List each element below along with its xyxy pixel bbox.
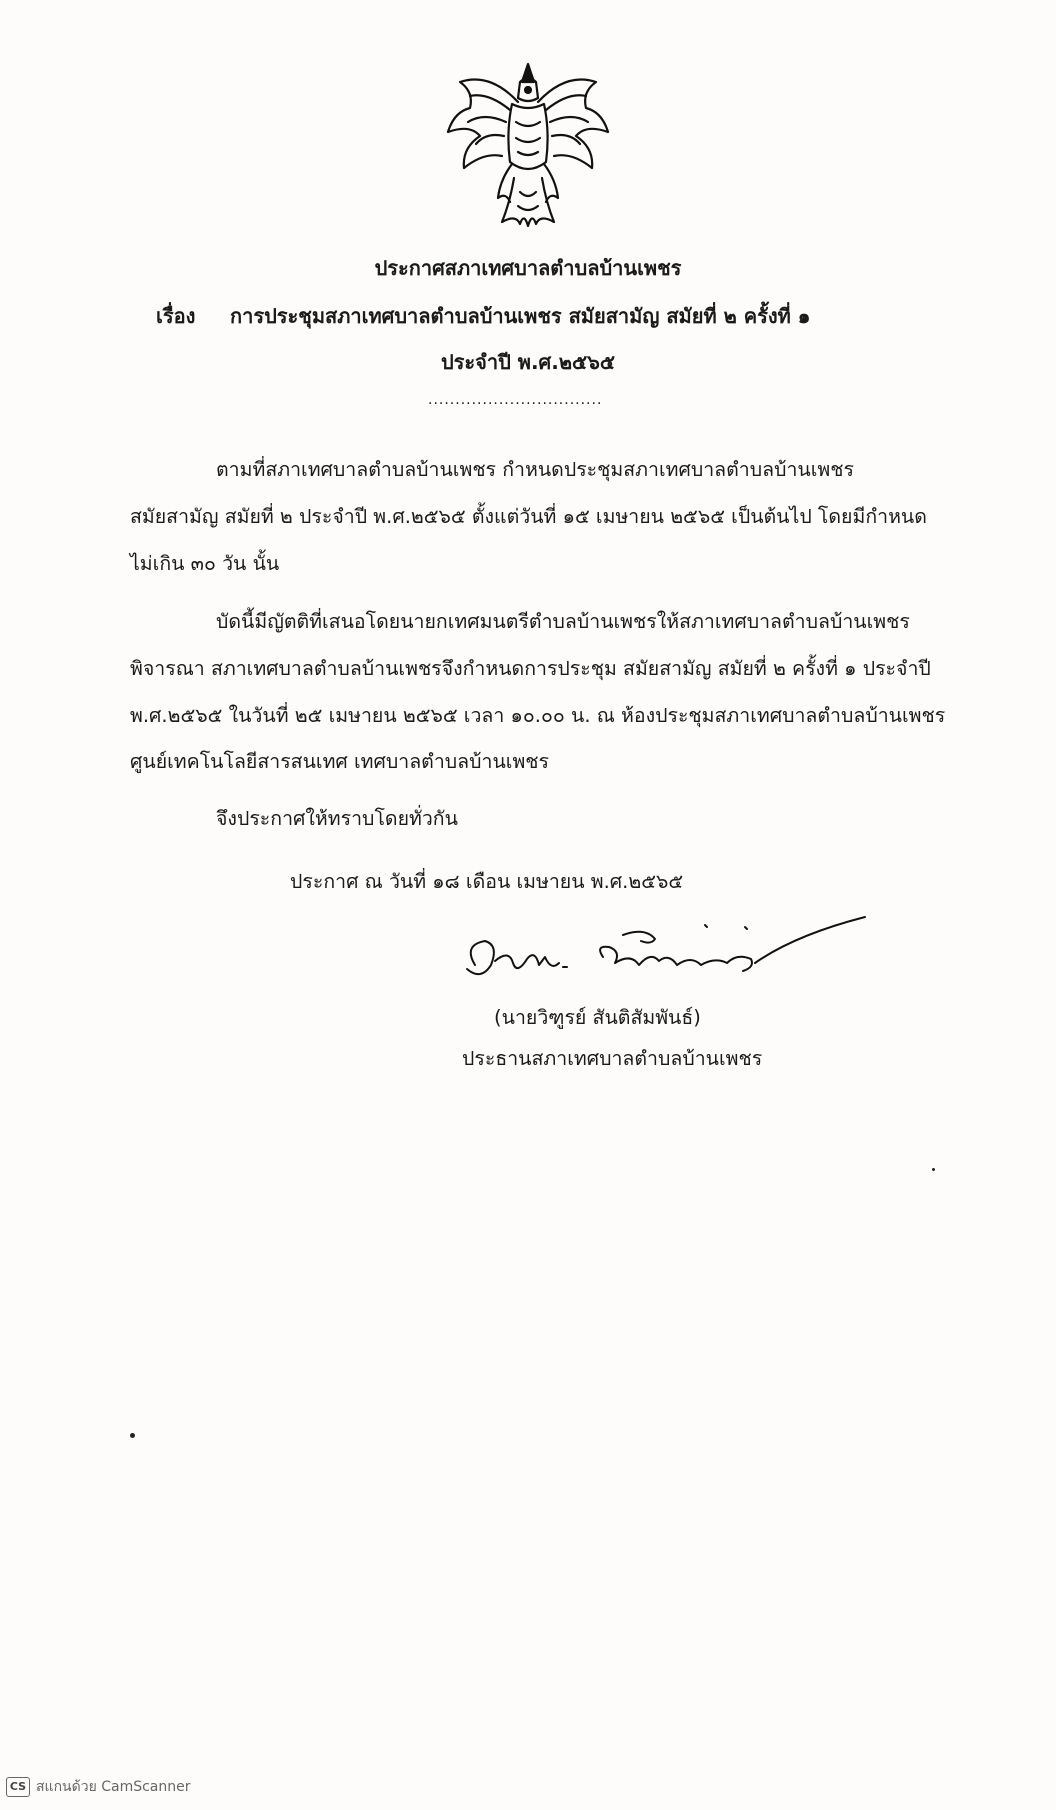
paragraph-2-line-2: พิจารณา สภาเทศบาลตำบลบ้านเพชรจึงกำหนดการประชุม สมัยสามัญ สมัยที่ ๒ ครั้งที่ ๑ ประจำปี	[130, 657, 931, 680]
title-separator: ................................	[428, 392, 603, 408]
announcement-line: จึงประกาศให้ทราบโดยทั่วกัน	[216, 807, 458, 830]
scanner-watermark-text: สแกนด้วย CamScanner	[36, 1779, 191, 1795]
scan-speck	[932, 1168, 935, 1171]
paragraph-1-line-3: ไม่เกิน ๓๐ วัน นั้น	[130, 552, 280, 575]
paragraph-1-line-1: ตามที่สภาเทศบาลตำบลบ้านเพชร กำหนดประชุมสภาเทศบาลตำบลบ้านเพชร	[216, 458, 854, 481]
paragraph-2-line-4: ศูนย์เทคโนโลยีสารสนเทศ เทศบาลตำบลบ้านเพชร	[130, 750, 550, 773]
scan-speck	[130, 1433, 135, 1438]
document-title: ประกาศสภาเทศบาลตำบลบ้านเพชร	[374, 256, 682, 280]
paragraph-2-line-1: บัดนี้มีญัตติที่เสนอโดยนายกเทศมนตรีตำบลบ้านเพชรให้สภาเทศบาลตำบลบ้านเพชร	[216, 610, 910, 633]
signatory-position: ประธานสภาเทศบาลตำบลบ้านเพชร	[462, 1047, 763, 1070]
subject-label: เรื่อง	[156, 304, 196, 328]
subject-year: ประจำปี พ.ศ.๒๕๖๕	[440, 350, 615, 374]
paragraph-2-line-3: พ.ศ.๒๕๖๕ ในวันที่ ๒๕ เมษายน ๒๕๖๕ เวลา ๑๐.๐๐ น. ณ ห้องประชุมสภาเทศบาลตำบลบ้านเพชร	[130, 704, 946, 727]
date-line: ประกาศ ณ วันที่ ๑๘ เดือน เมษายน พ.ศ.๒๕๖๕	[290, 870, 684, 893]
scanner-watermark	[6, 1776, 191, 1798]
camscanner-logo-icon: CS	[6, 1777, 30, 1797]
handwritten-signature	[455, 905, 875, 1005]
garuda-emblem-icon	[440, 52, 616, 232]
subject-text: การประชุมสภาเทศบาลตำบลบ้านเพชร สมัยสามัญ สมัยที่ ๒ ครั้งที่ ๑	[230, 304, 811, 328]
paragraph-1-line-2: สมัยสามัญ สมัยที่ ๒ ประจำปี พ.ศ.๒๕๖๕ ตั้งแต่วันที่ ๑๕ เมษายน ๒๕๖๕ เป็นต้นไป โดยมีกำหนด	[130, 505, 927, 528]
signatory-name: (นายวิฑูรย์ สันติสัมพันธ์)	[494, 1006, 701, 1029]
